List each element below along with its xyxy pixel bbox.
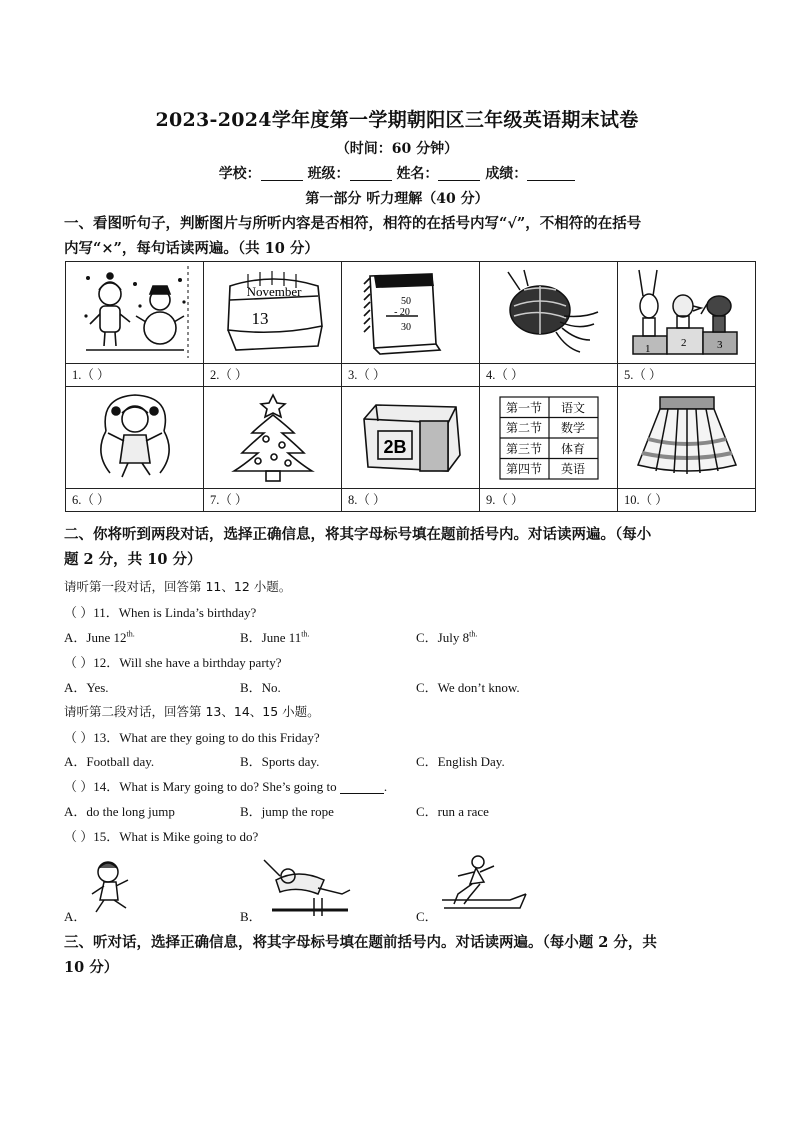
section3-instruction: [64, 930, 734, 980]
q11-b-sup: th.: [301, 629, 310, 639]
picture-4: [480, 262, 618, 364]
timetable-subject-4: 英语: [560, 462, 585, 476]
info-line: [0, 163, 794, 183]
podium-3: 3: [716, 339, 722, 351]
q11-a-text: A．June 12: [64, 630, 127, 645]
picture-6: [66, 387, 204, 489]
item-label-5[interactable]: 5.（ ）: [618, 364, 756, 387]
question-12[interactable]: （ ）12．Will she have a birthday party?: [64, 655, 282, 670]
section1-line1: 一、看图听句子，判断图片与所听内容是否相符，相符的在括号内写“√”，不相符的在括号: [64, 215, 642, 232]
item-label-1[interactable]: 1.（ ）: [66, 364, 204, 387]
picture-8: [342, 387, 480, 489]
picture-5: [618, 262, 756, 364]
q11-option-a[interactable]: [64, 627, 135, 646]
class-blank[interactable]: [350, 166, 392, 181]
item-label-8[interactable]: 8.（ ）: [342, 489, 480, 512]
item-label-2[interactable]: 2.（ ）: [204, 364, 342, 387]
section1-line2: 内写“×”，每句话读两遍。（共 10 分）: [64, 240, 319, 257]
picture-grid: [65, 261, 756, 512]
question-11[interactable]: （ ）11．When is Linda’s birthday?: [64, 605, 257, 620]
timetable-subject-2: 数学: [560, 421, 585, 435]
high-jump-icon[interactable]: [262, 854, 352, 916]
animals-podium-icon: [627, 266, 747, 358]
q13-option-c[interactable]: C．English Day.: [416, 754, 505, 769]
q11-c-sup: th.: [469, 629, 478, 639]
dialog2-intro: 请听第二段对话，回答第 13、14、15 小题。: [64, 704, 320, 719]
dialog1-intro: 请听第一段对话，回答第 11、12 小题。: [64, 579, 292, 594]
section3-line1: 三、听对话，选择正确信息，将其字母标号填在题前括号内。对话读两遍。（每小题 2 分，共: [64, 934, 657, 951]
timetable-period-4: 第四节: [505, 462, 542, 476]
picture-10: [618, 387, 756, 489]
girl-jump-rope-icon: [80, 391, 190, 483]
q14-option-a[interactable]: A．do the long jump: [64, 804, 175, 819]
calendar-day-text: 13: [251, 309, 268, 328]
item-label-9[interactable]: 9.（ ）: [480, 489, 618, 512]
question-14[interactable]: [64, 776, 387, 795]
kid-snowman-icon: [80, 266, 190, 358]
q14-end: .: [383, 779, 388, 794]
section3-line2: 10 分）: [64, 959, 119, 976]
math-pad-icon: [356, 266, 466, 358]
q14-blank[interactable]: [340, 781, 384, 794]
q12-option-b[interactable]: B．No.: [240, 680, 281, 695]
timetable-period-3: 第三节: [505, 442, 542, 456]
section2-instruction: [64, 522, 734, 572]
q15-option-c-label[interactable]: C．: [416, 909, 438, 924]
q11-option-b[interactable]: [240, 627, 310, 646]
q11-option-c[interactable]: [416, 627, 477, 646]
podium-2: 2: [680, 337, 686, 349]
question-15[interactable]: （ ）15．What is Mike going to do?: [64, 829, 259, 844]
christmas-tree-icon: [218, 391, 328, 483]
q15-option-a-label[interactable]: A．: [64, 909, 87, 924]
part1-heading: 第一部分 听力理解（40 分）: [305, 191, 489, 207]
q14-option-c[interactable]: C．run a race: [416, 804, 489, 819]
timetable-period-2: 第二节: [505, 421, 542, 435]
q14-option-b[interactable]: B．jump the rope: [240, 804, 334, 819]
class-label: 班级：: [307, 166, 350, 182]
item-label-7[interactable]: 7.（ ）: [204, 489, 342, 512]
section2-line2: 题 2 分，共 10 分）: [64, 551, 202, 568]
q14-text: （ ）14．What is Mary going to do? She’s going to: [64, 779, 337, 794]
score-label: 成绩：: [485, 166, 528, 182]
question-13[interactable]: （ ）13．What are they going to do this Friday?: [64, 730, 320, 745]
name-label: 姓名：: [396, 166, 439, 182]
item-label-4[interactable]: 4.（ ）: [480, 364, 618, 387]
bug-icon: [494, 266, 604, 358]
podium-1: 1: [644, 343, 650, 355]
math-number-1: 50: [400, 296, 411, 307]
section2-line1: 二、你将听到两段对话，选择正确信息，将其字母标号填在题前括号内。对话读两遍。（每小: [64, 526, 652, 543]
name-blank[interactable]: [438, 166, 480, 181]
picture-3: [342, 262, 480, 364]
long-jump-icon[interactable]: [440, 852, 530, 916]
eraser-2b-icon: [356, 391, 466, 483]
exam-time: （时间：60 分钟）: [335, 141, 459, 157]
school-blank[interactable]: [261, 166, 303, 181]
timetable-period-1: 第一节: [505, 401, 542, 415]
calendar-november-13-icon: [218, 266, 328, 358]
picture-1: [66, 262, 204, 364]
item-label-3[interactable]: 3.（ ）: [342, 364, 480, 387]
q13-option-b[interactable]: B．Sports day.: [240, 754, 320, 769]
eraser-text: 2B: [382, 437, 407, 457]
q11-c-text: C．July 8: [416, 630, 470, 645]
item-label-6[interactable]: 6.（ ）: [66, 489, 204, 512]
section1-instruction: [64, 211, 734, 261]
skirt-icon: [632, 391, 742, 483]
picture-9: [480, 387, 618, 489]
school-label: 学校：: [218, 166, 261, 182]
q13-option-a[interactable]: A．Football day.: [64, 754, 155, 769]
math-number-2: - 20: [393, 307, 410, 318]
timetable-subject-3: 体育: [560, 442, 585, 456]
q15-option-b-label[interactable]: B．: [240, 909, 262, 924]
q11-a-sup: th.: [126, 629, 135, 639]
item-label-10[interactable]: 10.（ ）: [618, 489, 756, 512]
q12-option-a[interactable]: A．Yes.: [64, 680, 109, 695]
running-boy-icon[interactable]: [86, 858, 142, 918]
q11-b-text: B．June 11: [240, 630, 302, 645]
picture-2: [204, 262, 342, 364]
timetable-subject-1: 语文: [560, 401, 585, 415]
q12-option-c[interactable]: C．We don’t know.: [416, 680, 520, 695]
math-number-3: 30: [400, 322, 411, 333]
calendar-month-text: November: [246, 284, 301, 299]
score-blank[interactable]: [527, 166, 575, 181]
timetable-icon: [494, 391, 604, 483]
exam-title: 2023-2024学年度第一学期朝阳区三年级英语期末试卷: [155, 109, 639, 131]
picture-7: [204, 387, 342, 489]
